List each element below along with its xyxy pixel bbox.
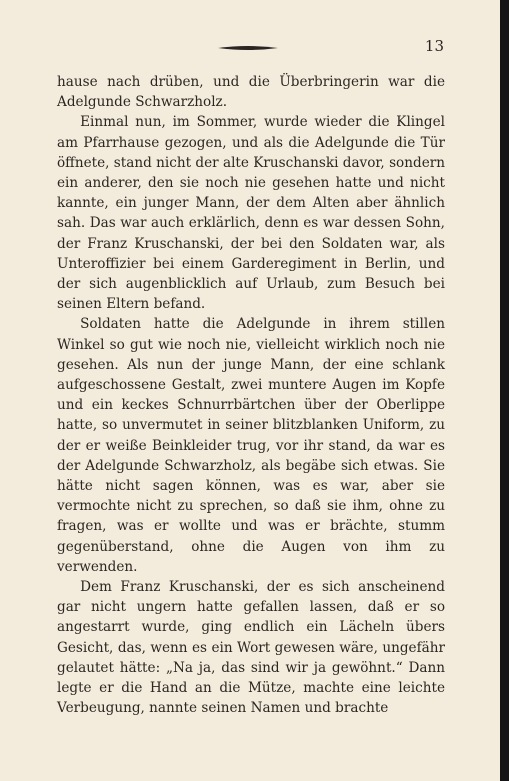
page-number: 13 bbox=[424, 37, 444, 55]
paragraph-continued: hause nach drüben, und die Überbringerin war die Adelgunde Schwarzholz. bbox=[57, 74, 445, 111]
paragraph: Dem Franz Kruschanski, der es sich anscheinend gar nicht ungern hatte gefallen lassen, daß er so angestarrt wurde, ging endlich ein Lächeln übers Gesicht, das, wenn es ein Wort gewesen wäre, ungefähr gelautet hätte: „Na ja, das sind wir ja gewöhnt.“ Dann legte er die Hand an die Mütze, machte eine leichte Verbeugung, nannte seinen Namen und brachte bbox=[57, 579, 445, 717]
ornament-dash bbox=[216, 44, 280, 52]
paragraph: Einmal nun, im Sommer, wurde wieder die Klingel am Pfarrhause gezogen, und als die Adelgunde die Tür öffnete, stand nicht der alte Kruschanski davor, sondern ein anderer, den sie noch nie gesehen hatte und nicht kannte, ein junger Mann, der dem Alten aber ähnlich sah. Das war auch erklärlich, denn es war dessen Sohn, der Franz Kruschanski, der bei den Soldaten war, als Unteroffizier bei einem Garderegiment in Berlin, und der sich augenblicklich auf Urlaub, zum Besuch bei seinen Eltern befand. bbox=[57, 114, 445, 313]
page-edge bbox=[500, 0, 509, 781]
paragraph: Soldaten hatte die Adelgunde in ihrem stillen Winkel so gut wie noch nie, vielleicht wirklich noch nie gesehen. Als nun der junge Mann, der eine schlank aufgeschossene Gestalt, zwei muntere Augen im Kopfe und ein keckes Schnurrbärtchen über der Oberlippe hatte, so unvermutet in seiner blitzblanken Uniform, zu der er weiße Beinkleider trug, vor ihr stand, da war es der Adelgunde Schwarzholz, als begäbe sich etwas. Sie hätte nicht sagen können, was es war, aber sie vermochte nicht zu sprechen, so daß sie ihm, ohne zu fragen, was er wollte und was er brächte, stumm gegenüberstand, ohne die Augen von ihm zu verwenden. bbox=[57, 316, 445, 575]
body-text bbox=[57, 72, 445, 719]
